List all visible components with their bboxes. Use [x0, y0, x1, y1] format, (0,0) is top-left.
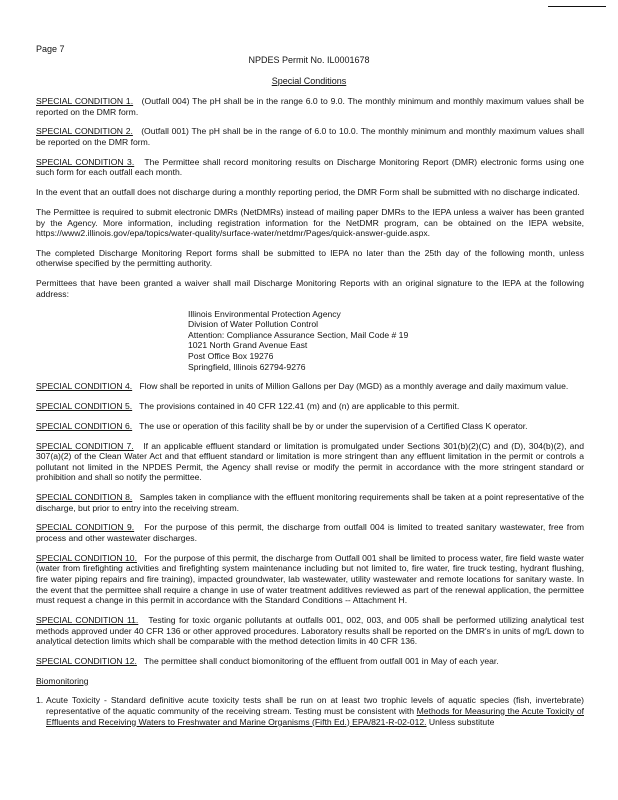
item-text	[46, 695, 584, 727]
condition-label: SPECIAL CONDITION 3.	[36, 156, 135, 167]
methods-reference: Methods for Measuring the Acute Toxicity of Effluents and Receiving Waters to Freshwater and Marine Organisms (Fifth Ed.) EPA/821-R-02-012.	[46, 705, 584, 727]
condition-label: SPECIAL CONDITION 7.	[36, 440, 134, 451]
section-title: Special Conditions	[271, 76, 347, 86]
condition-text: The use or operation of this facility shall be by or under the supervision of a Certified Class K operator.	[139, 420, 528, 431]
address-line: Division of Water Pollution Control	[188, 319, 319, 330]
condition-label: SPECIAL CONDITION 10.	[36, 552, 137, 563]
permit-number: NPDES Permit No. IL0001678	[248, 55, 370, 65]
address-line: Attention: Compliance Assurance Section, Mail Code # 19	[188, 329, 409, 340]
condition-text: For the purpose of this permit, the discharge from Outfall 001 shall be limited to process water, fire field waste water (water from firefighting activities and firefighting system maintenance including but not limited to, fire water, fire truck testing, hydrant flushing, fire water piping repairs and fire training), impacted groundwater, lab wastewater, utility wastewater and remote locations for sanitary waste. In the event that the permittee shall require a change in use of water treatment additives reviewed as part of the renewal application, the permittee must request a change in this permit in accordance with the Standard Conditions -- Attachment H.	[36, 552, 584, 606]
condition-label: SPECIAL CONDITION 5.	[36, 400, 133, 411]
mailing-address	[36, 309, 584, 373]
condition-label: SPECIAL CONDITION 9.	[36, 522, 135, 533]
special-condition-4	[36, 381, 584, 392]
paragraph-waiver-mailing: Permittees that have been granted a waiver shall mail Discharge Monitoring Reports with an original signature to the IEPA at the following address:	[36, 278, 584, 299]
special-condition-8	[36, 492, 584, 513]
address-line: Illinois Environmental Protection Agency	[188, 308, 341, 319]
address-line: 1021 North Grand Avenue East	[188, 340, 308, 351]
special-condition-2	[36, 126, 584, 147]
special-condition-5	[36, 401, 584, 412]
condition-text: The permittee shall conduct biomonitoring of the effluent from outfall 001 in May of each year.	[143, 655, 499, 666]
condition-text: The provisions contained in 40 CFR 122.41 (m) and (n) are applicable to this permit.	[139, 400, 460, 411]
condition-label: SPECIAL CONDITION 2.	[36, 126, 133, 137]
condition-text: Flow shall be reported in units of Million Gallons per Day (MGD) as a monthly average and daily maximum value.	[139, 381, 569, 392]
item-number: 1.	[36, 695, 44, 706]
condition-label: SPECIAL CONDITION 11.	[36, 615, 139, 625]
condition-label: SPECIAL CONDITION 8.	[36, 492, 133, 503]
paragraph-netdmr: The Permittee is required to submit electronic DMRs (NetDMRs) instead of mailing paper DMRs to the IEPA unless a waiver has been granted by the Agency. More information, including registration information for the NetDMR program, can be obtained on the IEPA website, https://www2.illinois.gov/epa/topics/water-quality/surface-water/netdmr/Pages/quick-answer-guide.aspx.	[36, 206, 584, 239]
paragraph-no-discharge: In the event that an outfall does not discharge during a monthly reporting period, the DMR Form shall be submitted with no discharge indicated.	[36, 187, 580, 198]
condition-label: SPECIAL CONDITION 4.	[36, 381, 133, 392]
special-condition-6	[36, 421, 584, 432]
special-condition-3	[36, 157, 584, 178]
address-line: Springfield, Illinois 62794-9276	[188, 361, 306, 372]
condition-text: (Outfall 001) The pH shall be in the range of 6.0 to 10.0. The monthly minimum and monthly maximum values shall be reported on the DMR form.	[36, 126, 584, 147]
condition-text: (Outfall 004) The pH shall be in the range 6.0 to 9.0. The monthly minimum and monthly maximum values shall be reported on the DMR form.	[36, 96, 584, 117]
page-label: Page 7	[36, 44, 65, 54]
condition-text: Testing for toxic organic pollutants at outfalls 001, 002, 003, and 005 shall be performed utilizing analytical test methods approved under 40 CFR 136 or other approved procedures. Laboratory results shall be reported on the DMR's in units of mg/L down to analytical detection limits which shall be comparable with the method detection limits in 40 CFR 136.	[36, 615, 584, 647]
item-text-start: Acute Toxicity - Standard definitive acute toxicity tests shall be run on at least two trophic levels of aquatic species (fish, invertebrate) representative of the aquatic community of the receiving stream. Testing must be consistent with	[46, 695, 584, 716]
condition-label: SPECIAL CONDITION 1.	[36, 96, 134, 106]
paragraph-submission-deadline: The completed Discharge Monitoring Report forms shall be submitted to IEPA no later than the 25th day of the following month, unless otherwise specified by the permitting authority.	[36, 247, 584, 269]
condition-label: SPECIAL CONDITION 6.	[36, 420, 133, 431]
condition-text: If an applicable effluent standard or limitation is promulgated under Sections 301(b)(2)(C) and (D), 304(b)(2), and 307(a)(2) of the Clean Water Act and that effluent standard or limitation is more stringent than any effluent limitation in the permit or controls a pollutant not limited in the NPDES Permit, the Agency shall revise or modify the permit in accordance with the more stringent standard or prohibition and shall so notify the permittee.	[36, 440, 584, 483]
condition-text: Samples taken in compliance with the effluent monitoring requirements shall be taken at a point representative of the discharge, but prior to entry into the receiving stream.	[36, 492, 584, 513]
biomonitoring-heading: Biomonitoring	[36, 675, 89, 686]
condition-text: For the purpose of this permit, the discharge from outfall 004 is limited to treated sanitary wastewater, free from process and other wastewater discharges.	[36, 522, 584, 544]
special-condition-9	[36, 522, 584, 543]
item-text-end: Unless substitute	[426, 716, 495, 727]
scan-edge-line	[548, 6, 606, 7]
special-condition-12	[36, 656, 584, 667]
biomonitoring-item-1	[36, 695, 584, 727]
special-condition-11	[36, 615, 584, 647]
document-body	[36, 96, 584, 727]
special-condition-10	[36, 553, 584, 606]
condition-label: SPECIAL CONDITION 12.	[36, 655, 137, 666]
address-line: Post Office Box 19276	[188, 351, 274, 361]
condition-text: The Permittee shall record monitoring results on Discharge Monitoring Report (DMR) electronic forms using one such form for each outfall each month.	[36, 156, 584, 178]
special-condition-1	[36, 96, 584, 117]
special-condition-7	[36, 441, 584, 483]
